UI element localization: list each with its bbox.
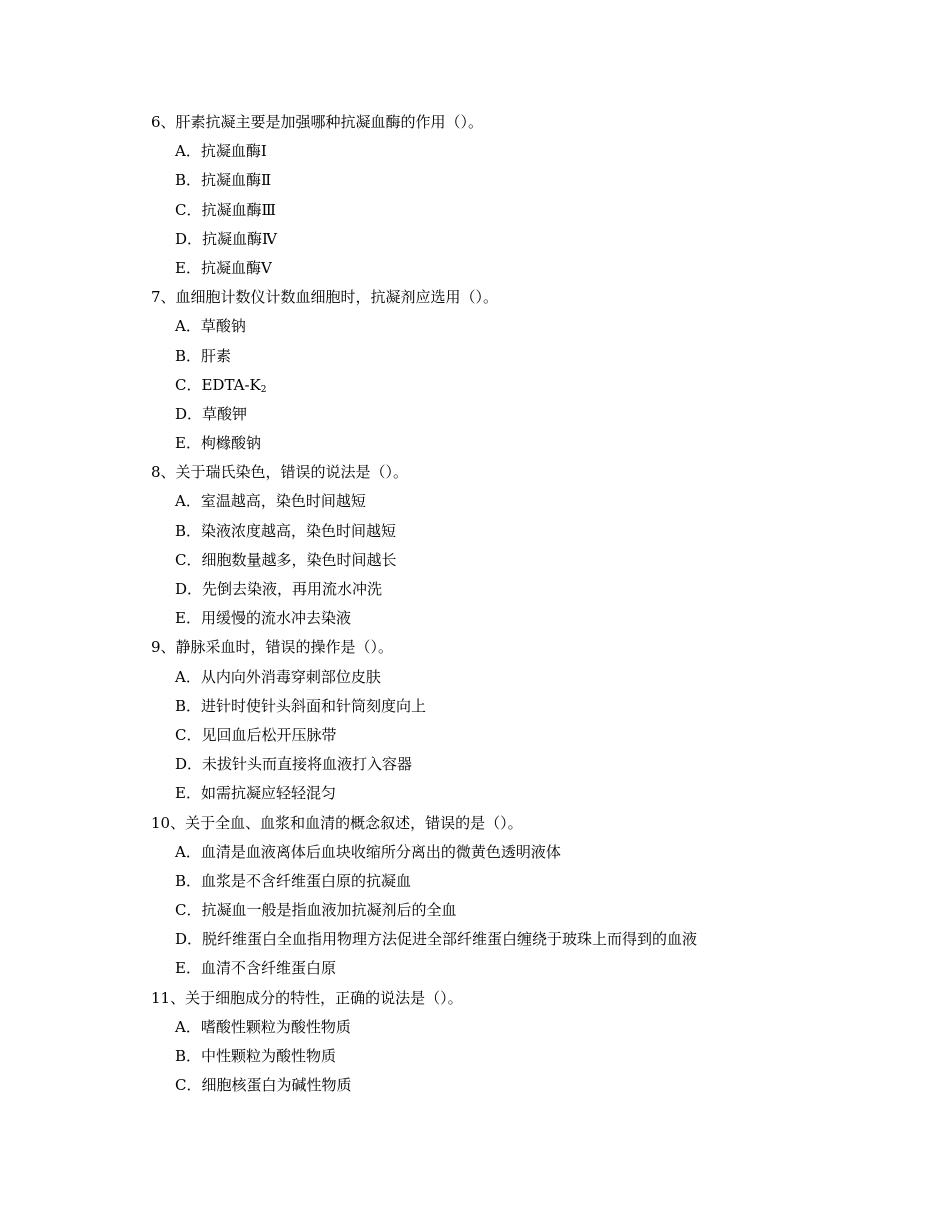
- question-8-option-c: C．细胞数量越多，染色时间越长: [175, 550, 397, 569]
- question-6-option-a: A．抗凝血酶Ⅰ: [175, 142, 267, 161]
- question-10-option-d: D．脱纤维蛋白全血指用物理方法促进全部纤维蛋白缠绕于玻珠上而得到的血液: [175, 930, 698, 949]
- question-8-stem: 8、关于瑞氏染色，错误的说法是（）。: [151, 463, 409, 482]
- question-7-stem: 7、血细胞计数仪计数血细胞时，抗凝剂应选用（）。: [151, 288, 499, 307]
- question-8-option-e: E．用缓慢的流水冲去染液: [175, 609, 351, 628]
- question-11-stem: 11、关于细胞成分的特性，正确的说法是（）。: [151, 988, 463, 1007]
- question-7-option-a: A．草酸钠: [175, 317, 246, 336]
- question-11-option-c: C．细胞核蛋白为碱性物质: [175, 1076, 352, 1095]
- question-11-option-b: B．中性颗粒为酸性物质: [175, 1047, 337, 1065]
- question-6-option-e: E．抗凝血酶Ⅴ: [175, 258, 272, 277]
- question-10-option-e: E．血清不含纤维蛋白原: [175, 959, 336, 978]
- question-11-option-a: A．嗜酸性颗粒为酸性物质: [175, 1017, 351, 1036]
- question-7-option-e: E．枸橼酸钠: [175, 434, 261, 453]
- question-10-stem: 10、关于全血、血浆和血清的概念叙述，错误的是（）。: [151, 813, 523, 832]
- question-list: [0, 108, 950, 1100]
- question-9-stem: 9、静脉采血时，错误的操作是（）。: [151, 638, 394, 657]
- question-9-option-e: E．如需抗凝应轻轻混匀: [175, 784, 336, 803]
- question-6-option-d: D．抗凝血酶Ⅳ: [175, 229, 278, 248]
- question-8-option-a: A．室温越高，染色时间越短: [175, 492, 366, 511]
- question-8-option-b: B．染液浓度越高，染色时间越短: [175, 521, 397, 540]
- question-9-option-d: D．未拔针头而直接将血液打入容器: [175, 755, 413, 774]
- question-9-option-c: C．见回血后松开压脉带: [175, 725, 337, 744]
- question-9-option-b: B．进针时使针头斜面和针筒刻度向上: [175, 696, 427, 715]
- question-10-option-b: B．血浆是不含纤维蛋白原的抗凝血: [175, 871, 412, 890]
- option-c-text: C．EDTA-K: [175, 375, 261, 394]
- question-8-option-d: D．先倒去染液，再用流水冲洗: [175, 580, 383, 598]
- question-9-option-a: A．从内向外消毒穿刺部位皮肤: [175, 667, 381, 686]
- question-10-option-a: A．血清是血液离体后血块收缩所分离出的微黄色透明液体: [175, 842, 561, 861]
- question-7-option-b: B．肝素: [175, 346, 232, 365]
- question-6-option-b: B．抗凝血酶Ⅱ: [175, 171, 272, 190]
- question-7-option-c: [0, 371, 950, 400]
- question-10-option-c: C．抗凝血一般是指血液加抗凝剂后的全血: [175, 901, 457, 920]
- subscript-2: 2: [260, 384, 267, 395]
- question-6-option-c: C．抗凝血酶Ⅲ: [175, 200, 276, 219]
- question-7-option-d: D．草酸钾: [175, 404, 248, 423]
- question-6-stem: 6、肝素抗凝主要是加强哪种抗凝血酶的作用（）。: [151, 113, 484, 131]
